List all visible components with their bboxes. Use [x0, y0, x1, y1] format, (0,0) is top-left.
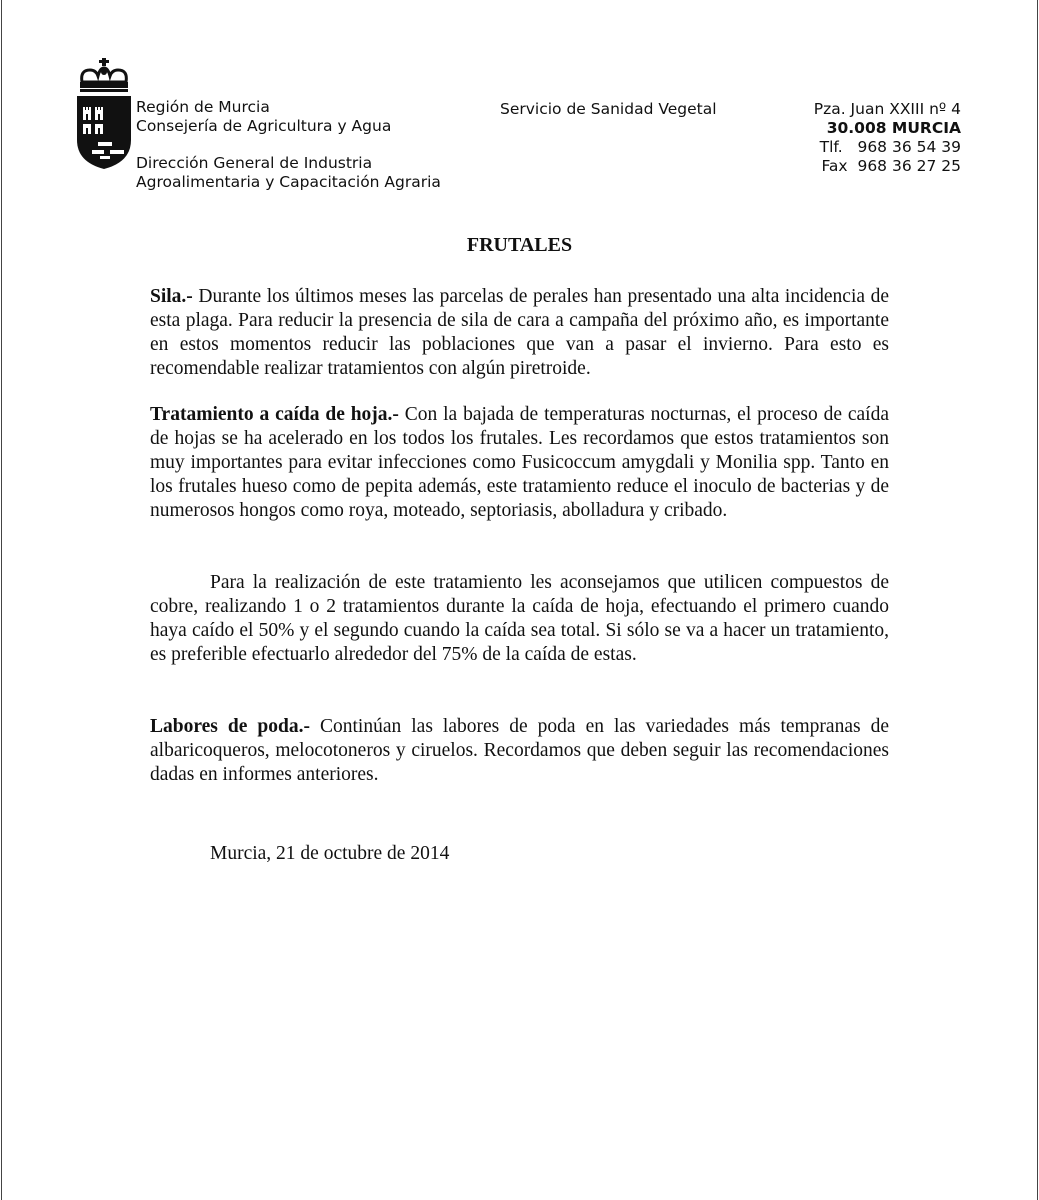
- org-line-ministry: Consejería de Agricultura y Agua: [136, 117, 392, 135]
- document-date: Murcia, 21 de octubre de 2014: [210, 843, 450, 864]
- address-block: [814, 100, 961, 176]
- paragraph-pruning: [150, 715, 889, 787]
- paragraph-heading: Sila.-: [150, 286, 193, 307]
- paragraph-text: Continúan las labores de poda en las variedades más tempranas de albaricoqueros, melocotoneros y ciruelos. Recordamos que deben seguir las recomendaciones dadas en informes anteriores.: [150, 716, 889, 785]
- document-title: FRUTALES: [466, 234, 573, 256]
- address-phone: Tlf. 968 36 54 39: [819, 138, 961, 156]
- org-line-region: Región de Murcia: [136, 98, 270, 116]
- org-line-directorate: Dirección General de Industria: [136, 154, 373, 172]
- page-border-right: [1037, 0, 1038, 1200]
- paragraph-heading: Tratamiento a caída de hoja.-: [150, 404, 399, 425]
- address-fax: Fax 968 36 27 25: [821, 157, 961, 175]
- region-crest-icon: [74, 58, 134, 170]
- page-border-left: [1, 0, 2, 1200]
- service-name: Servicio de Sanidad Vegetal: [500, 100, 717, 118]
- org-line-directorate-cont: Agroalimentaria y Capacitación Agraria: [136, 173, 441, 191]
- paragraph-sila: [150, 285, 889, 381]
- paragraph-copper-treatment: Para la realización de este tratamiento les aconsejamos que utilicen compuestos de cobre, realizando 1 o 2 tratamientos durante la caída de hoja, efectuando el primero cuando haya caído el 50% y el segundo cuando la caída sea total. Si sólo se va a hacer un tratamiento, es preferible efectuarlo alrededor del 75% de la caída de estas.: [150, 572, 889, 665]
- paragraph-text: Durante los últimos meses las parcelas de perales han presentado una alta incidencia de esta plaga. Para reducir la presencia de sila de cara a campaña del próximo año, es importante en estos momentos reducir las poblaciones que van a pasar el invierno. Para esto es recomendable realizar tratamientos con algún piretroide.: [150, 286, 889, 379]
- paragraph-leaf-fall-treatment: [150, 403, 889, 523]
- paragraph-text: Con la bajada de temperaturas nocturnas, el proceso de caída de hojas se ha acelerado en los todos los frutales. Les recordamos que estos tratamientos son muy importantes para evitar infecciones como Fusicoccum amygdali y Monilia spp. Tanto en los frutales hueso como de pepita además, este tratamiento reduce el inoculo de bacterias y de numerosos hongos como roya, moteado, septoriasis, abolladura y cribado.: [150, 404, 889, 521]
- paragraph-heading: Labores de poda.-: [150, 716, 310, 737]
- organization-block: [136, 98, 441, 192]
- address-street: Pza. Juan XXIII nº 4: [813, 100, 961, 118]
- address-city: 30.008 MURCIA: [826, 119, 961, 137]
